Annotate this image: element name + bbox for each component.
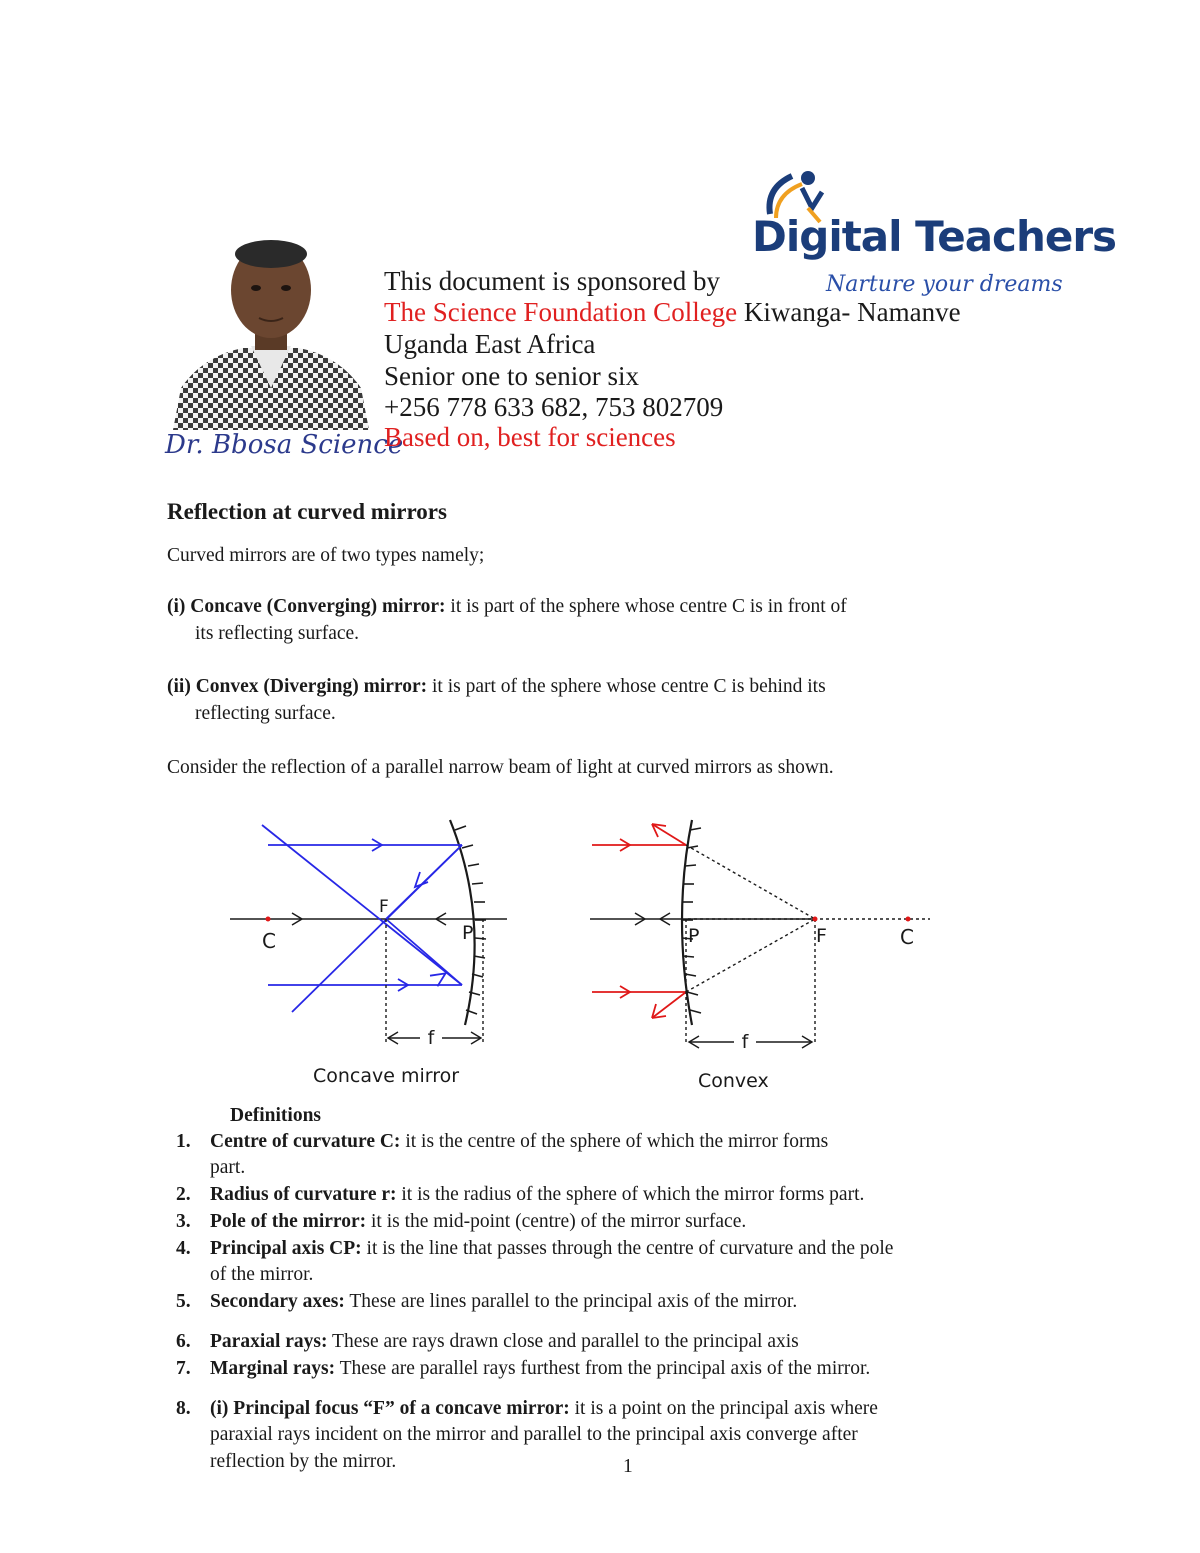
convex-caption: Convex bbox=[698, 1070, 769, 1092]
concave-diagram bbox=[230, 820, 507, 1087]
def-6-term: Paraxial rays: bbox=[210, 1331, 328, 1352]
author-photo bbox=[163, 238, 379, 430]
convex-virtual-rays bbox=[686, 845, 815, 1045]
def-6-text: These are rays drawn close and parallel to the principal axis bbox=[327, 1331, 799, 1352]
convex-type-text: it is part of the sphere whose centre C is behind its bbox=[427, 676, 826, 697]
def-1-text-2: part. bbox=[210, 1157, 246, 1178]
def-8-number: 8. bbox=[176, 1398, 191, 1419]
sponsor-line-1: This document is sponsored by bbox=[384, 266, 720, 296]
def-7-number: 7. bbox=[176, 1358, 191, 1379]
convex-f-point bbox=[813, 917, 818, 922]
page-number: 1 bbox=[623, 1456, 633, 1477]
convex-rays bbox=[592, 824, 686, 1018]
sponsor-line-6: Based on, best for sciences bbox=[384, 422, 676, 452]
concave-caption: Concave mirror bbox=[313, 1065, 460, 1087]
convex-type-line-2: reflecting surface. bbox=[195, 703, 336, 724]
consider-text: Consider the reflection of a parallel narrow beam of light at curved mirrors as shown. bbox=[167, 757, 834, 778]
convex-diagram bbox=[590, 820, 930, 1092]
concave-focal-label: f bbox=[427, 1027, 435, 1049]
def-1 bbox=[210, 1131, 828, 1153]
def-2-term: Radius of curvature r: bbox=[210, 1184, 397, 1205]
mirror-diagram bbox=[222, 808, 982, 1098]
college-location: Kiwanga- Namanve bbox=[743, 297, 961, 327]
logo-tagline: Narture your dreams bbox=[826, 272, 1063, 297]
section-title: Reflection at curved mirrors bbox=[167, 499, 447, 524]
concave-f-label: F bbox=[379, 897, 389, 917]
def-8-text-2: paraxial rays incident on the mirror and parallel to the principal axis converge after bbox=[210, 1424, 858, 1445]
logo-wordmark: Digital Teachers bbox=[752, 212, 1117, 261]
def-8-term: (i) Principal focus “F” of a concave mirror: bbox=[210, 1398, 570, 1419]
convex-f-label: F bbox=[816, 925, 827, 947]
concave-type-text: it is part of the sphere whose centre C is in front of bbox=[445, 596, 847, 617]
def-5-text: These are lines parallel to the principal axis of the mirror. bbox=[344, 1291, 798, 1312]
concave-type-line-2: its reflecting surface. bbox=[195, 623, 360, 644]
sponsor-line-4: Senior one to senior six bbox=[384, 361, 639, 391]
def-6-number: 6. bbox=[176, 1331, 191, 1352]
convex-c-point bbox=[906, 917, 911, 922]
def-5-number: 5. bbox=[176, 1291, 191, 1312]
def-4-text: it is the line that passes through the centre of curvature and the pole bbox=[361, 1238, 894, 1259]
def-4-number: 4. bbox=[176, 1238, 191, 1259]
concave-c-point bbox=[266, 917, 271, 922]
convex-type-line bbox=[167, 676, 826, 698]
concave-p-label: P bbox=[462, 922, 474, 944]
def-4-text-2: of the mirror. bbox=[210, 1264, 314, 1285]
intro-text: Curved mirrors are of two types namely; bbox=[167, 545, 485, 566]
def-1-term: Centre of curvature C: bbox=[210, 1131, 401, 1152]
def-4-term: Principal axis CP: bbox=[210, 1238, 362, 1259]
concave-type-line bbox=[167, 596, 847, 618]
def-7-text: These are parallel rays furthest from the principal axis of the mirror. bbox=[335, 1358, 871, 1379]
concave-c-label: C bbox=[262, 929, 276, 953]
def-5 bbox=[210, 1291, 797, 1313]
def-1-number: 1. bbox=[176, 1131, 191, 1152]
def-8 bbox=[210, 1398, 878, 1420]
def-4 bbox=[210, 1238, 893, 1260]
def-5-term: Secondary axes: bbox=[210, 1291, 345, 1312]
sponsor-line-2 bbox=[384, 297, 961, 328]
convex-c-label: C bbox=[900, 925, 914, 949]
definitions-heading: Definitions bbox=[230, 1105, 322, 1126]
def-2-text: it is the radius of the sphere of which the mirror forms part. bbox=[396, 1184, 865, 1205]
convex-p-label: P bbox=[688, 925, 700, 947]
college-name: The Science Foundation College bbox=[384, 297, 738, 327]
convex-type-label: (ii) Convex (Diverging) mirror: bbox=[167, 676, 428, 697]
author-signature: Dr. Bbosa Science bbox=[165, 430, 404, 460]
def-8-text-3: reflection by the mirror. bbox=[210, 1451, 397, 1472]
def-6 bbox=[210, 1331, 799, 1353]
sponsor-line-3: Uganda East Africa bbox=[384, 329, 596, 359]
def-3 bbox=[210, 1211, 746, 1233]
sponsor-line-5: +256 778 633 682, 753 802709 bbox=[384, 392, 724, 422]
def-7-term: Marginal rays: bbox=[210, 1358, 336, 1379]
def-3-term: Pole of the mirror: bbox=[210, 1211, 367, 1232]
def-2 bbox=[210, 1184, 864, 1206]
def-7 bbox=[210, 1358, 870, 1380]
def-2-number: 2. bbox=[176, 1184, 191, 1205]
def-8-text: it is a point on the principal axis where bbox=[569, 1398, 878, 1419]
def-3-number: 3. bbox=[176, 1211, 191, 1232]
def-1-text: it is the centre of the sphere of which the mirror forms bbox=[400, 1131, 829, 1152]
def-3-text: it is the mid-point (centre) of the mirror surface. bbox=[366, 1211, 747, 1232]
convex-focal-label: f bbox=[741, 1031, 749, 1053]
concave-type-label: (i) Concave (Converging) mirror: bbox=[167, 596, 446, 617]
